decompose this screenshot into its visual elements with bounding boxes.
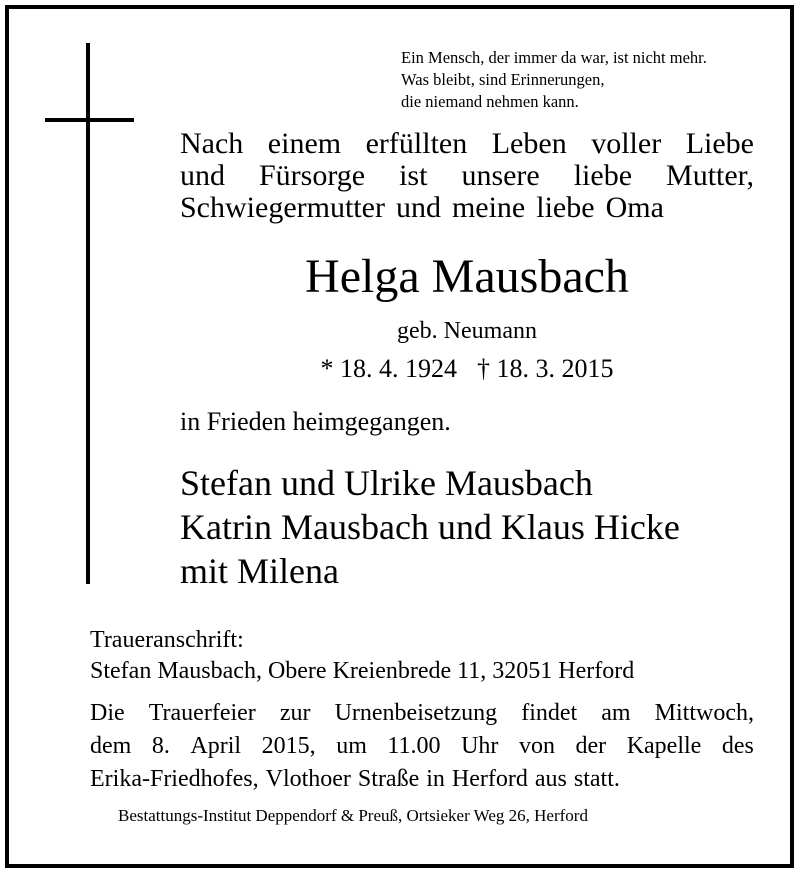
- mourner-line: mit Milena: [180, 551, 339, 591]
- mourner-line: Katrin Mausbach und Klaus Hicke: [180, 507, 680, 547]
- word: aus: [534, 766, 567, 792]
- word: Schwiegermutter: [180, 191, 385, 224]
- word: findet: [521, 700, 578, 726]
- address-value: Stefan Mausbach, Obere Kreienbrede 11, 32051 Herford: [90, 658, 635, 684]
- passed-text: in Frieden heimgegangen.: [180, 407, 451, 436]
- undertaker-info: Bestattungs-Institut Deppendorf & Preuß, Ortsieker Weg 26, Herford: [118, 806, 588, 825]
- word: Leben: [491, 127, 567, 160]
- word: und: [395, 191, 441, 224]
- mourner-line: Stefan und Ulrike Mausbach: [180, 463, 593, 503]
- word: am: [601, 700, 631, 726]
- word: einem: [267, 127, 342, 160]
- word: Erika-Friedhofes,: [90, 766, 259, 792]
- word: Kapelle: [626, 733, 702, 759]
- deceased-name: Helga Mausbach: [305, 250, 629, 303]
- word: und: [180, 159, 225, 192]
- word: statt.: [573, 766, 620, 792]
- epigraph-line: Ein Mensch, der immer da war, ist nicht mehr.: [401, 48, 707, 67]
- ceremony-line: [90, 697, 754, 730]
- ceremony-line: [90, 763, 754, 796]
- life-dates: [180, 351, 754, 387]
- ceremony-info: [90, 697, 754, 796]
- word: von: [518, 733, 555, 759]
- epigraph-line: Was bleibt, sind Erinnerungen,: [401, 70, 605, 89]
- word: um: [336, 733, 367, 759]
- word: Herford: [451, 766, 528, 792]
- word: Uhr: [461, 733, 499, 759]
- word: Mutter,: [666, 159, 754, 192]
- epigraph-line: die niemand nehmen kann.: [401, 92, 579, 111]
- word: Mittwoch,: [654, 700, 754, 726]
- word: Urnenbeisetzung: [334, 700, 498, 726]
- word: 11.00: [387, 733, 441, 759]
- address-label: Traueranschrift:: [90, 627, 244, 653]
- word: voller: [591, 127, 662, 160]
- word: meine: [451, 191, 526, 224]
- intro-text: [180, 128, 754, 224]
- word: liebe: [573, 159, 633, 192]
- word: 8.: [151, 733, 170, 759]
- word: zur: [279, 700, 311, 726]
- word: Oma: [605, 191, 664, 224]
- intro-line: [180, 160, 754, 192]
- cross-icon-bar: [45, 118, 134, 122]
- word: Liebe: [685, 127, 754, 160]
- word: dem: [90, 733, 132, 759]
- word: liebe: [536, 191, 595, 224]
- word: 2015,: [261, 733, 316, 759]
- word: Nach: [180, 127, 244, 160]
- word: ist: [399, 159, 428, 192]
- word: des: [721, 733, 754, 759]
- death-date: † 18. 3. 2015: [477, 354, 614, 383]
- word: der: [575, 733, 607, 759]
- birth-date: * 18. 4. 1924: [320, 354, 457, 383]
- word: Vlothoer: [265, 766, 351, 792]
- word: April: [190, 733, 242, 759]
- cross-icon: [86, 43, 90, 584]
- word: unsere: [461, 159, 540, 192]
- intro-line: [180, 128, 754, 160]
- birth-name: geb. Neumann: [397, 318, 537, 344]
- mourning-address: [90, 625, 634, 687]
- epigraph: [401, 47, 791, 113]
- word: Trauerfeier: [148, 700, 256, 726]
- mourners-list: [180, 461, 680, 593]
- intro-line: [180, 192, 754, 224]
- word: Die: [90, 700, 125, 726]
- ceremony-line: [90, 730, 754, 763]
- word: Straße: [357, 766, 420, 792]
- word: in: [426, 766, 445, 792]
- word: Fürsorge: [258, 159, 366, 192]
- word: erfüllten: [365, 127, 468, 160]
